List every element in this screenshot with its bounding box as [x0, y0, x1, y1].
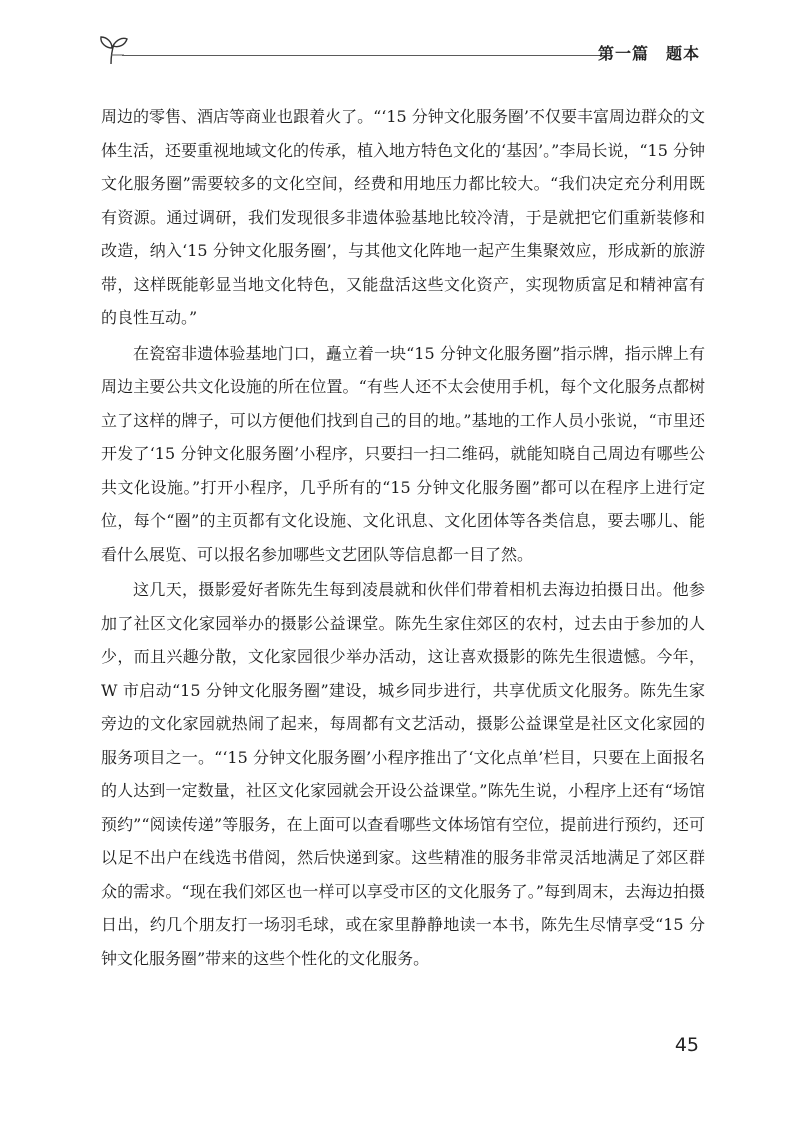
section-title: 第一篇 题本 [597, 44, 700, 63]
body-text [101, 100, 705, 977]
header-rule [122, 55, 602, 56]
page-header [92, 30, 700, 70]
page-number: 45 [674, 1034, 699, 1056]
paragraph: 这几天，摄影爱好者陈先生每到凌晨就和伙伴们带着相机去海边拍摄日出。他参加了社区文化家园举办的摄影公益课堂。陈先生家住郊区的农村，过去由于参加的人少，而且兴趣分散，文化家园很少举办活动，这让喜欢摄影的陈先生很遗憾。今年，W 市启动“15 分钟文化服务圈”建设，城乡同步进行，共享优质文化服务。陈先生家旁边的文化家园就热闹了起来，每周都有文艺活动，摄影公益课堂是社区文化家园的服务项目之一。“‘15 分钟文化服务圈’小程序推出了‘文化点单’栏目，只要在上面报名的人达到一定数量，社区文化家园就会开设公益课堂。”陈先生说，小程序上还有“场馆预约”“阅读传递”等服务，在上面可以查看哪些文体场馆有空位，提前进行预约，还可以足不出户在线选书借阅，然后快递到家。这些精准的服务非常灵活地满足了郊区群众的需求。“现在我们郊区也一样可以享受市区的文化服务了。”每到周末，去海边拍摄日出，约几个朋友打一场羽毛球，或在家里静静地读一本书，陈先生尽情享受“15 分钟文化服务圈”带来的这些个性化的文化服务。 [101, 580, 705, 968]
sprout-icon [92, 30, 132, 66]
paragraph-continued: 周边的零售、酒店等商业也跟着火了。“‘15 分钟文化服务圈’不仅要丰富周边群众的文体生活，还要重视地域文化的传承，植入地方特色文化的‘基因’。”李局长说，“15 分钟文化服务圈”需要较多的文化空间，经费和用地压力都比较大。“我们决定充分利用既有资源。通过调研，我们发现很多非遗体验基地比较冷清，于是就把它们重新装修和改造，纳入‘15 分钟文化服务圈’，与其他文化阵地一起产生集聚效应，形成新的旅游带，这样既能彰显当地文化特色，又能盘活这些文化资产，实现物质富足和精神富有的良性互动。” [101, 107, 705, 327]
paragraph: 在瓷窑非遗体验基地门口，矗立着一块“15 分钟文化服务圈”指示牌，指示牌上有周边主要公共文化设施的所在位置。“有些人还不太会使用手机，每个文化服务点都树立了这样的牌子，可以方便他们找到自己的目的地。”基地的工作人员小张说，“市里还开发了‘15 分钟文化服务圈’小程序，只要扫一扫二维码，就能知晓自己周边有哪些公共文化设施。”打开小程序，几乎所有的“15 分钟文化服务圈”都可以在程序上进行定位，每个“圈”的主页都有文化设施、文化讯息、文化团体等各类信息，要去哪儿、能看什么展览、可以报名参加哪些文艺团队等信息都一目了然。 [101, 343, 705, 564]
